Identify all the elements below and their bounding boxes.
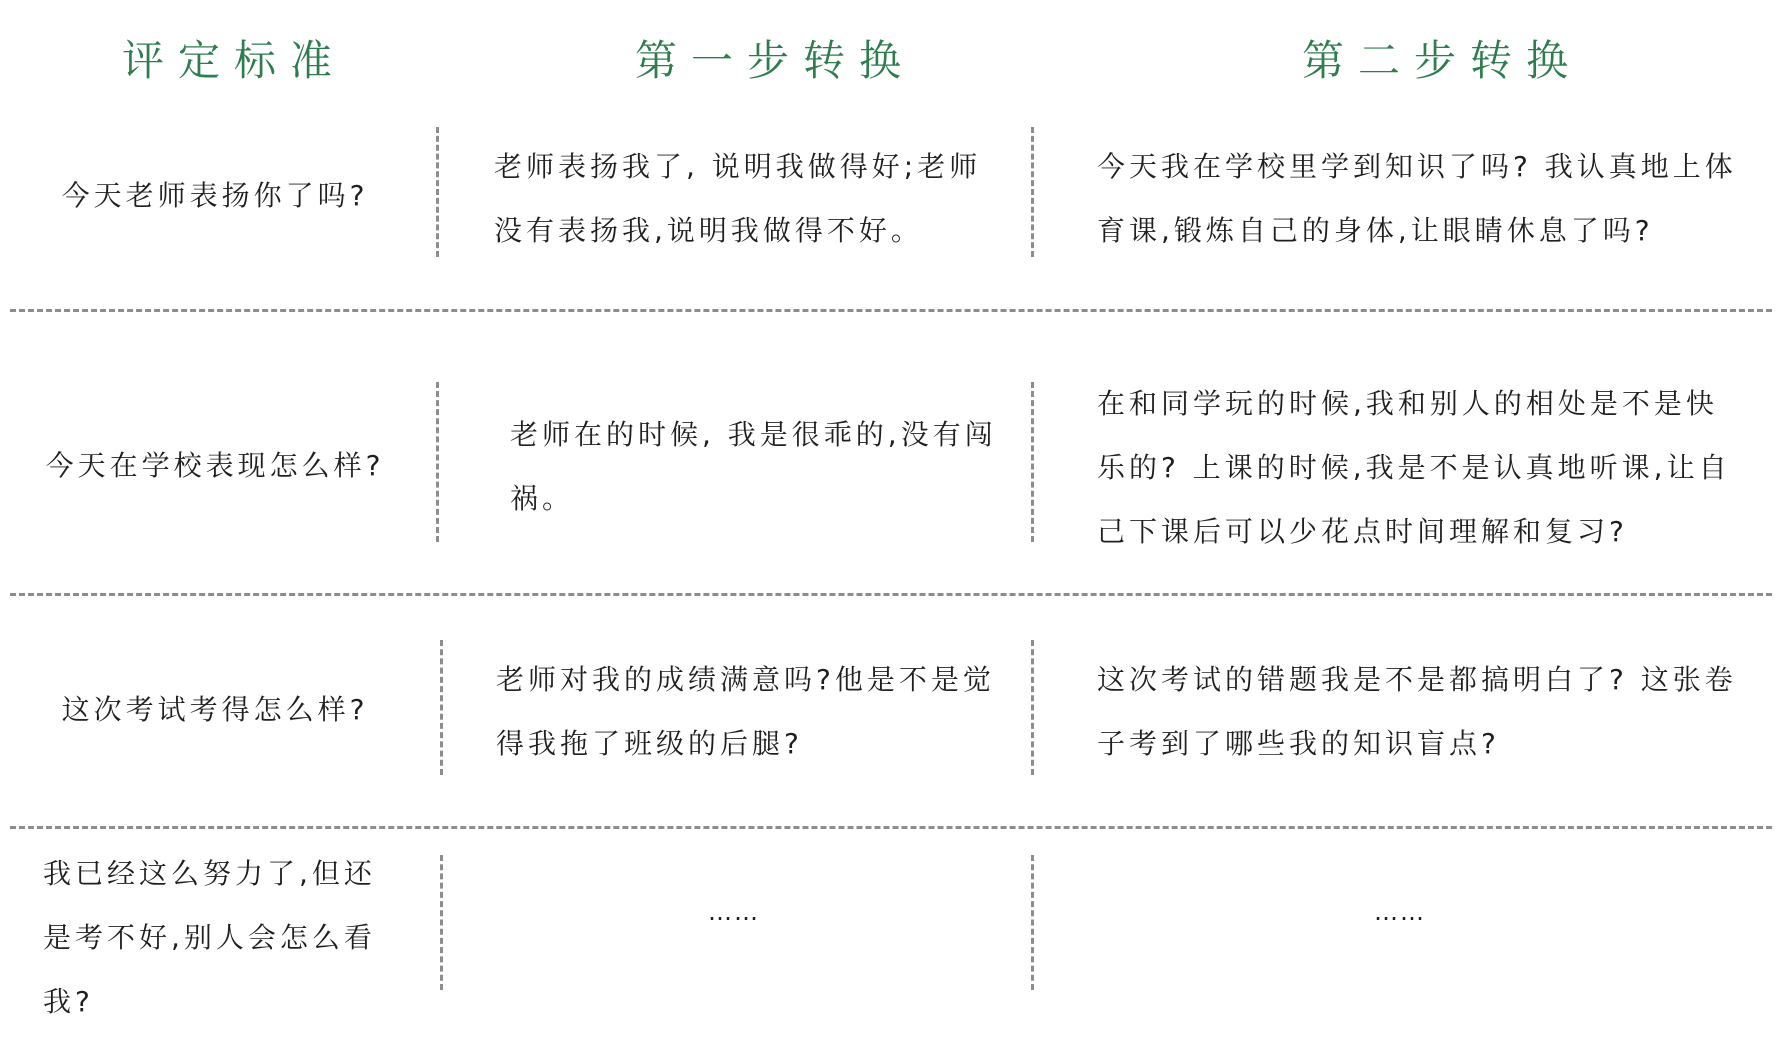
row1-step2: 今天我在学校里学到知识了吗? 我认真地上体育课,锻炼自己的身体,让眼睛休息了吗? — [1097, 150, 1737, 247]
row1-criterion: 今天老师表扬你了吗? — [61, 179, 369, 212]
row3-criterion: 这次考试考得怎么样? — [61, 693, 369, 726]
row4-criterion: 我已经这么努力了,但还是考不好,别人会怎么看我? — [43, 857, 376, 1018]
header-step2: 第二步转换 — [1302, 36, 1583, 85]
row-separator-1 — [10, 309, 1772, 312]
row4-step1: …… — [708, 898, 760, 926]
row3-step2: 这次考试的错题我是不是都搞明白了? 这张卷子考到了哪些我的知识盲点? — [1097, 663, 1737, 760]
row-separator-2 — [10, 593, 1772, 596]
row4-divider-right — [1031, 855, 1034, 990]
row2-criterion: 今天在学校表现怎么样? — [45, 449, 385, 482]
row3-divider-left — [440, 640, 443, 775]
row1-divider-right — [1031, 127, 1034, 257]
row4-divider-left — [440, 855, 443, 990]
header-criterion: 评定标准 — [122, 36, 347, 85]
row2-divider-right — [1031, 382, 1034, 542]
row2-divider-left — [436, 382, 439, 542]
row-separator-3 — [10, 826, 1772, 829]
row1-step1: 老师表扬我了, 说明我做得好;老师没有表扬我,说明我做得不好。 — [494, 150, 982, 247]
row1-divider-left — [436, 127, 439, 257]
row4-step2: …… — [1374, 898, 1426, 926]
row3-divider-right — [1031, 640, 1034, 775]
row2-step2: 在和同学玩的时候,我和别人的相处是不是快乐的? 上课的时候,我是不是认真地听课,让自己下课后可以少花点时间理解和复习? — [1097, 387, 1731, 548]
row2-step1: 老师在的时候, 我是很乖的,没有闯祸。 — [510, 418, 997, 515]
header-step1: 第一步转换 — [635, 36, 916, 85]
row3-step1: 老师对我的成绩满意吗?他是不是觉得我拖了班级的后腿? — [496, 663, 995, 760]
